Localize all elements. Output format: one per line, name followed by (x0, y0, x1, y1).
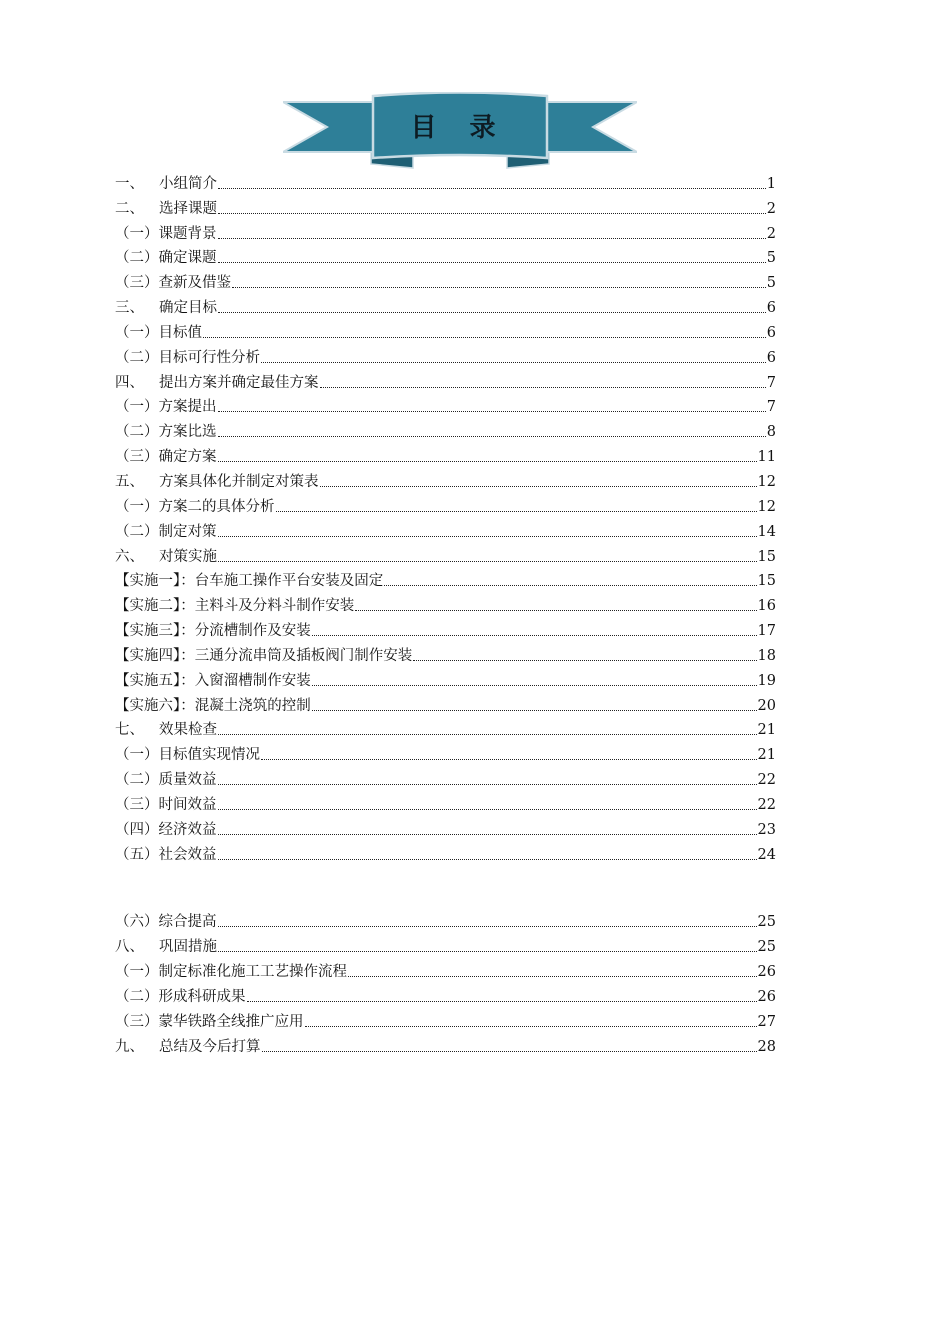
toc-entry-number: 七、 (115, 722, 144, 739)
toc-entry-number: 九、 (115, 1038, 144, 1055)
toc-entry-label: （一）目标值实现情况 (115, 747, 260, 764)
dot-leader (261, 759, 757, 760)
dot-leader (262, 1051, 757, 1052)
toc-entry[interactable] (115, 665, 776, 690)
toc-entry-page: 14 (757, 523, 776, 540)
toc-entry[interactable] (115, 814, 776, 839)
toc-entry-label: （五）社会效益 (115, 846, 217, 863)
toc-entry[interactable] (115, 243, 776, 268)
toc-entry-page: 2 (766, 200, 776, 217)
toc-entry-page: 25 (757, 914, 776, 931)
toc-entry-label: 确定目标 (159, 300, 217, 317)
toc-entry[interactable] (115, 615, 776, 640)
toc-entry-number: 八、 (115, 939, 144, 956)
toc-entry-page: 6 (766, 349, 776, 366)
dot-leader (413, 660, 756, 661)
toc-entry-page: 25 (757, 939, 776, 956)
toc-entry[interactable] (115, 789, 776, 814)
dot-leader (247, 1001, 757, 1002)
toc-entry-label: （二）形成科研成果 (115, 989, 246, 1005)
page-title: 目 录 (410, 113, 508, 143)
toc-entry-label: （三）查新及借鉴 (115, 275, 231, 292)
toc-entry-page: 22 (757, 772, 776, 789)
table-of-contents (115, 168, 776, 1056)
toc-entry-label: （一）方案二的具体分析 (115, 498, 275, 515)
dot-leader (218, 238, 766, 239)
toc-entry-label: （二）方案比选 (115, 424, 217, 441)
toc-entry-page: 7 (766, 399, 776, 416)
dot-leader (218, 951, 757, 952)
toc-entry-label: （三）时间效益 (115, 796, 217, 813)
toc-entry[interactable] (115, 1031, 776, 1056)
toc-entry[interactable] (115, 342, 776, 367)
toc-entry-label: 【实施三】：分流槽制作及安装 (115, 623, 311, 640)
toc-entry-page: 6 (766, 324, 776, 341)
toc-entry-label: （一）课题背景 (115, 225, 217, 242)
toc-entry-page: 26 (757, 964, 776, 981)
toc-entry[interactable] (115, 981, 776, 1006)
toc-entry[interactable] (115, 640, 776, 665)
dot-leader (320, 486, 757, 487)
toc-entry-number: 二、 (115, 200, 144, 217)
toc-entry-number: 五、 (115, 473, 144, 490)
dot-leader (218, 411, 766, 412)
toc-entry-label: 【实施一】：台车施工操作平台安装及固定 (115, 573, 384, 590)
toc-entry[interactable] (115, 541, 776, 566)
toc-entry-page: 8 (766, 424, 776, 441)
toc-entry-page: 5 (766, 250, 776, 267)
toc-entry-page: 18 (757, 647, 776, 664)
toc-entry-page: 19 (757, 672, 776, 689)
dot-leader (312, 635, 757, 636)
toc-entry-page: 28 (757, 1038, 776, 1055)
toc-entry-page: 27 (757, 1013, 776, 1030)
dot-leader (218, 436, 766, 437)
toc-entry-label: （二）目标可行性分析 (115, 349, 260, 366)
toc-entry-page: 1 (766, 175, 776, 192)
toc-entry-number: 六、 (115, 548, 144, 565)
toc-entry-label: 【实施二】：主料斗及分料斗制作安装 (115, 598, 355, 615)
toc-entry-page: 11 (757, 449, 776, 466)
toc-entry-label: 效果检查 (159, 722, 217, 739)
toc-entry[interactable] (115, 690, 776, 715)
toc-entry-label: 方案具体化并制定对策表 (159, 473, 319, 490)
toc-entry-label: （四）经济效益 (115, 821, 217, 838)
toc-entry-page: 15 (757, 548, 776, 565)
toc-entry-page: 12 (757, 498, 776, 515)
toc-entry[interactable] (115, 739, 776, 764)
dot-leader (348, 976, 757, 977)
toc-entry-page: 22 (757, 796, 776, 813)
toc-entry-page: 21 (757, 722, 776, 739)
toc-entry-label: （三）蒙华铁路全线推广应用 (115, 1013, 304, 1030)
toc-entry[interactable] (115, 292, 776, 317)
toc-entry[interactable] (115, 267, 776, 292)
dot-leader (218, 809, 757, 810)
dot-leader (261, 362, 766, 363)
toc-entry-page: 21 (757, 747, 776, 764)
toc-entry-page: 20 (757, 697, 776, 714)
toc-entry[interactable] (115, 764, 776, 789)
dot-leader (218, 926, 757, 927)
toc-entry[interactable] (115, 416, 776, 441)
dot-leader (218, 188, 766, 189)
dot-leader (312, 710, 757, 711)
title-banner (283, 92, 637, 172)
toc-entry-label: 小组简介 (159, 175, 217, 192)
dot-leader (355, 610, 756, 611)
toc-entry[interactable] (115, 367, 776, 392)
toc-entry-label: （一）制定标准化施工工艺操作流程 (115, 964, 347, 981)
toc-entry-page: 7 (766, 374, 776, 391)
toc-entry-number: 一、 (115, 175, 144, 192)
toc-entry-label: 【实施六】：混凝土浇筑的控制 (115, 697, 311, 714)
toc-entry-label: （一）目标值 (115, 324, 202, 341)
dot-leader (218, 536, 757, 537)
toc-entry-page: 23 (757, 821, 776, 838)
toc-entry[interactable] (115, 931, 776, 956)
toc-entry-label: （二）制定对策 (115, 523, 217, 540)
toc-entry-page: 12 (757, 473, 776, 490)
toc-entry[interactable] (115, 956, 776, 981)
toc-entry-label: （三）确定方案 (115, 449, 217, 466)
toc-entry-label: 【实施四】：三通分流串筒及插板阀门制作安装 (115, 647, 413, 664)
toc-entry-label: （六）综合提高 (115, 914, 217, 931)
dot-leader (203, 337, 766, 338)
toc-entry-label: （二）质量效益 (115, 772, 217, 789)
toc-entry-number: 三、 (115, 300, 144, 317)
dot-leader (218, 561, 757, 562)
dot-leader (232, 287, 766, 288)
toc-entry-page: 15 (757, 573, 776, 590)
toc-entry-number: 四、 (115, 374, 144, 391)
toc-entry-page: 26 (757, 989, 776, 1005)
toc-entry[interactable] (115, 516, 776, 541)
dot-leader (218, 312, 766, 313)
dot-leader (312, 685, 757, 686)
toc-entry-page: 17 (757, 623, 776, 640)
toc-entry-label: 巩固措施 (159, 939, 217, 956)
dot-leader (305, 1026, 757, 1027)
toc-entry-page: 24 (757, 846, 776, 863)
toc-entry-label: 选择课题 (159, 200, 217, 217)
toc-entry-label: 【实施五】：入窗溜槽制作安装 (115, 672, 311, 689)
dot-leader (320, 387, 766, 388)
dot-leader (218, 734, 757, 735)
toc-entry[interactable] (115, 392, 776, 417)
dot-leader (276, 511, 757, 512)
toc-entry[interactable] (115, 907, 776, 932)
toc-entry-page: 2 (766, 225, 776, 242)
dot-leader (218, 784, 757, 785)
dot-leader (218, 262, 766, 263)
toc-entry[interactable] (115, 839, 776, 864)
toc-entry-page: 5 (766, 275, 776, 292)
dot-leader (218, 834, 757, 835)
toc-entry[interactable] (115, 466, 776, 491)
toc-entry[interactable] (115, 168, 776, 193)
toc-entry[interactable] (115, 590, 776, 615)
toc-entry[interactable] (115, 218, 776, 243)
toc-entry[interactable] (115, 1006, 776, 1031)
toc-entry[interactable] (115, 566, 776, 591)
dot-leader (218, 213, 766, 214)
toc-entry[interactable] (115, 441, 776, 466)
toc-entry-label: （一）方案提出 (115, 399, 217, 416)
toc-entry-label: 提出方案并确定最佳方案 (159, 374, 319, 391)
toc-entry-label: 总结及今后打算 (159, 1038, 261, 1055)
dot-leader (218, 461, 757, 462)
toc-entry-label: （二）确定课题 (115, 250, 217, 267)
toc-entry[interactable] (115, 193, 776, 218)
toc-entry[interactable] (115, 715, 776, 740)
toc-entry[interactable] (115, 491, 776, 516)
toc-entry-page: 6 (766, 300, 776, 317)
dot-leader (218, 859, 757, 860)
toc-entry-label: 对策实施 (159, 548, 217, 565)
dot-leader (384, 585, 756, 586)
toc-entry-page: 16 (757, 598, 776, 615)
toc-entry[interactable] (115, 317, 776, 342)
